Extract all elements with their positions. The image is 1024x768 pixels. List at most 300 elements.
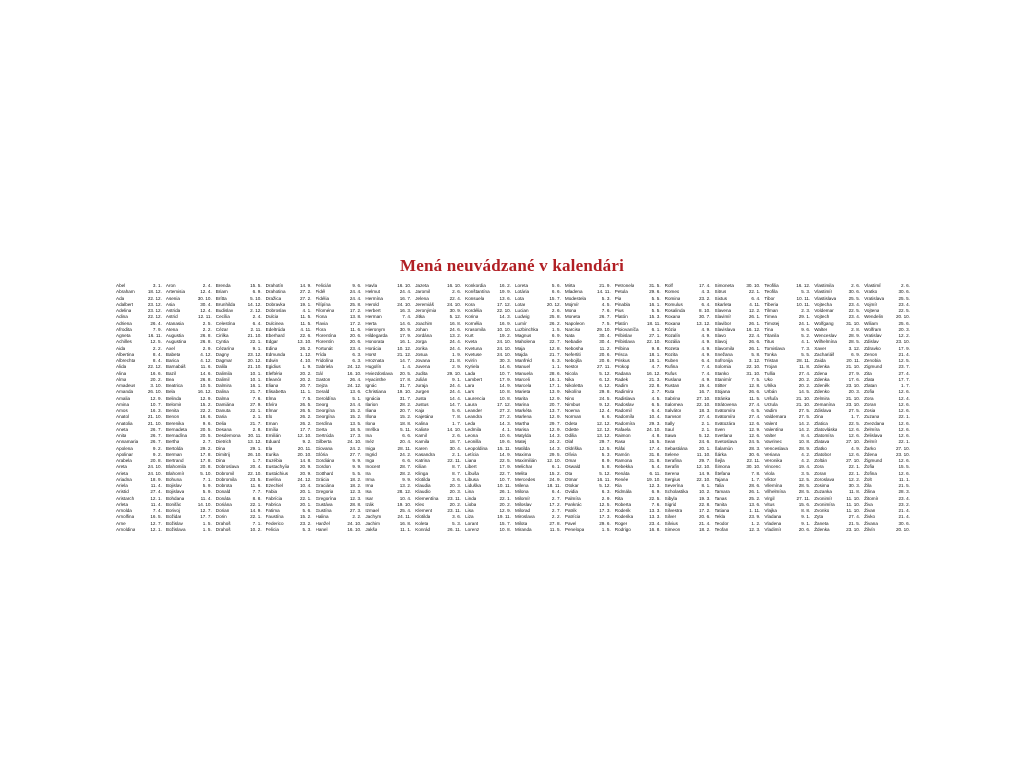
name-text: Dina xyxy=(215,458,226,463)
name-date: 19. 1. xyxy=(300,301,312,307)
name-text: Patrícia xyxy=(564,514,581,520)
name-date: 21. 10. xyxy=(147,414,162,420)
name-date: 23. 10. xyxy=(846,526,861,532)
name-text: Miranda xyxy=(515,526,532,532)
name-text: Kordélia xyxy=(465,308,482,313)
name-date: 6. 9. xyxy=(851,351,861,357)
name-date: 6. 12. xyxy=(599,376,611,382)
name-text: Rózia xyxy=(664,326,677,332)
name-text: Cézarína xyxy=(215,345,235,351)
name-text: Tiberia xyxy=(764,301,779,307)
name-text: Filípína xyxy=(315,301,331,307)
name-text: Danuta xyxy=(215,408,231,413)
name-date: 13. 6. xyxy=(499,295,511,301)
name-text: Saul xyxy=(664,426,674,432)
name-text: Stojana xyxy=(714,389,731,395)
name-date: 2. 4. xyxy=(202,283,212,288)
name-text: Kamil xyxy=(415,433,427,438)
name-date: 4. 2. xyxy=(801,451,811,457)
name-text: Fidélia xyxy=(315,295,330,301)
name-text: Zlata xyxy=(864,376,875,382)
name-date: 12. 2. xyxy=(848,476,861,482)
name-date: 6. 4. xyxy=(701,301,711,307)
name-date: 15. 7. xyxy=(499,520,511,526)
name-entry xyxy=(116,527,162,533)
name-text: Zvezdana xyxy=(864,420,885,426)
name-text: Tajana xyxy=(714,476,729,482)
name-text: Liza xyxy=(465,514,474,520)
name-text: Roxana xyxy=(664,320,681,326)
name-text: Šejla xyxy=(714,458,725,463)
name-date: 4. 1. xyxy=(801,339,811,345)
name-date: 23. 4. xyxy=(349,345,362,351)
name-text: Ezechiel xyxy=(265,483,283,488)
name-text: Jordána xyxy=(415,333,432,338)
name-text: Berman xyxy=(165,451,182,457)
name-date: 20. 10. xyxy=(895,314,910,320)
name-date: 27. 5. xyxy=(848,408,861,413)
name-date: 30. 3. xyxy=(499,358,511,363)
name-text: Maxima xyxy=(515,451,532,457)
name-text: Filoména xyxy=(315,308,335,313)
name-text: Irma xyxy=(365,476,375,482)
name-date: 29. 2. xyxy=(200,445,212,451)
name-date: 6. 6. xyxy=(402,458,412,463)
name-text: Rosalinda xyxy=(664,308,686,313)
name-text: Sixtus xyxy=(714,295,728,301)
name-date: 10. 11. xyxy=(796,295,811,301)
name-text: Edgar xyxy=(265,339,278,345)
name-date: 26. 1. xyxy=(748,489,761,495)
name-text: Walter xyxy=(814,326,828,332)
name-text: Josua xyxy=(415,351,428,357)
name-text: Kyriela xyxy=(465,364,480,370)
name-date: 10. 7. xyxy=(150,401,162,407)
name-date: 22. 12. xyxy=(147,314,162,320)
name-text: Milorad xyxy=(515,508,531,513)
name-date: 20. 6. xyxy=(699,514,711,520)
name-text: Flavia xyxy=(315,320,328,326)
name-text: Otmar xyxy=(564,476,578,482)
name-text: Lotária xyxy=(515,289,530,295)
name-date: 18. 11. xyxy=(547,483,561,488)
name-text: Maja xyxy=(515,345,525,351)
name-text: Nicola xyxy=(564,370,578,376)
name-date: 21. 10. xyxy=(147,420,162,426)
name-text: Desana xyxy=(215,426,232,432)
name-date: 13. 3. xyxy=(649,514,661,520)
name-date: 2. 9. xyxy=(601,495,611,501)
name-date: 5. 5. xyxy=(651,308,661,313)
name-column xyxy=(166,283,212,533)
name-text: Tullia xyxy=(764,370,776,376)
name-text: Luzbinchka xyxy=(515,326,539,332)
name-entry xyxy=(515,527,561,533)
name-date: 11. 10. xyxy=(846,508,861,513)
name-text: Radek xyxy=(614,376,629,382)
name-text: Adriena xyxy=(116,320,132,326)
name-date: 10. 5. xyxy=(200,383,212,388)
name-text: Bertha xyxy=(165,439,180,445)
name-text: Sibyla xyxy=(664,495,678,501)
name-text: Adelina xyxy=(116,308,132,313)
name-date: 6. 9. xyxy=(252,289,262,295)
name-text: Žitomír xyxy=(864,495,879,501)
name-date: 20. 7. xyxy=(399,408,412,413)
name-date: 11. 6. xyxy=(200,364,212,370)
name-date: 29. 7. xyxy=(549,420,561,426)
name-date: 13. 2. xyxy=(399,483,412,488)
name-date: 28. 5. xyxy=(798,489,811,495)
name-text: Helmut xyxy=(365,289,380,295)
name-text: Artemisia xyxy=(165,289,186,295)
name-date: 2. 6. xyxy=(452,433,462,438)
name-date: 12. 9. xyxy=(150,395,162,401)
name-date: 8. 4. xyxy=(152,351,162,357)
name-text: Isa xyxy=(365,489,372,495)
name-text: Titanila xyxy=(764,333,780,338)
name-date: 22. 1. xyxy=(848,470,861,476)
name-date: 5. 12. xyxy=(599,370,611,376)
name-text: Roderika xyxy=(614,514,634,520)
name-text: Slavena xyxy=(714,308,732,313)
name-text: Raimon xyxy=(614,433,631,438)
name-date: 23. 12. xyxy=(147,301,162,307)
name-text: Olívia xyxy=(564,451,577,457)
name-date: 20. 7. xyxy=(549,401,561,407)
name-date: 6. 6. xyxy=(402,433,412,438)
name-date: 13. 10. xyxy=(297,339,312,345)
name-date: 28. 9. xyxy=(798,445,811,451)
name-date: 2. 1. xyxy=(452,451,462,457)
name-date: 27. 9. xyxy=(250,401,262,407)
name-date: 24. 12. xyxy=(347,364,362,370)
name-text: Pribislav xyxy=(614,333,633,338)
name-text: Jakša xyxy=(365,526,378,532)
name-date: 23. 4. xyxy=(848,314,861,320)
name-text: Zelmira xyxy=(814,395,830,401)
name-date: 13. 6. xyxy=(748,501,761,507)
name-text: Majda xyxy=(515,351,528,357)
name-date: 26. 2. xyxy=(300,414,312,420)
name-date: 7. 4. xyxy=(402,314,412,320)
name-text: Ela xyxy=(265,445,273,451)
name-text: Herbert xyxy=(365,308,381,313)
name-text: Valter xyxy=(764,433,777,438)
name-date: 5. 3. xyxy=(452,520,462,526)
name-date: 20. 10. xyxy=(297,451,312,457)
name-date: 7. 7. xyxy=(252,489,262,495)
name-text: Vlastislava xyxy=(814,295,837,301)
name-date: 20. 2. xyxy=(150,376,162,382)
name-text: Benon xyxy=(165,414,180,420)
name-date: 7. 3. xyxy=(801,345,811,351)
name-text: Vavrinec xyxy=(764,439,782,445)
name-date: 1. 12. xyxy=(300,351,312,357)
name-text: Zvonimír xyxy=(814,495,833,501)
name-date: 12. 2. xyxy=(898,333,910,338)
name-date: 12. 6. xyxy=(898,420,910,426)
name-date: 1. 5. xyxy=(601,526,611,532)
name-text: Titus xyxy=(764,339,775,345)
name-text: Eliana xyxy=(265,383,279,388)
name-date: 18. 12. xyxy=(147,289,162,295)
name-date: 24. 10. xyxy=(447,301,462,307)
name-text: Tilman xyxy=(764,308,778,313)
name-text: Patrik xyxy=(564,508,577,513)
name-date: 14. 3. xyxy=(499,420,511,426)
name-date: 9. 12. xyxy=(599,401,611,407)
name-text: Stanko xyxy=(714,370,729,376)
name-date: 12. 6. xyxy=(748,433,761,438)
name-date: 15. 3. xyxy=(649,314,661,320)
name-text: Šárka xyxy=(714,451,727,457)
name-text: Salomea xyxy=(664,401,683,407)
name-text: Gerald xyxy=(315,389,330,395)
name-date: 21. 10. xyxy=(796,395,811,401)
name-text: Božidar xyxy=(165,514,182,520)
name-text: Samson xyxy=(664,414,682,420)
name-date: 27. 4. xyxy=(748,401,761,407)
name-date: 10. 1. xyxy=(250,376,262,382)
name-date: 16. 11. xyxy=(597,476,611,482)
name-date: 23. 4. xyxy=(848,301,861,307)
name-date: 6. 9. xyxy=(651,489,661,495)
name-date: 2. 9. xyxy=(202,345,212,351)
name-date: 17. 3. xyxy=(349,433,362,438)
name-text: Radomíra xyxy=(614,420,635,426)
name-text: Zita xyxy=(864,370,872,376)
name-text: Jurgen xyxy=(415,389,430,395)
name-text: Hermína xyxy=(365,295,383,301)
name-date: 12. 10. xyxy=(297,433,312,438)
name-text: Ludwig xyxy=(515,314,530,320)
name-text: Klaudio xyxy=(415,489,431,495)
name-text: Jovana xyxy=(415,358,431,363)
name-text: Gregoria xyxy=(315,489,334,495)
name-date: 27. 4. xyxy=(898,370,910,376)
name-date: 14. 11. xyxy=(597,289,611,295)
name-text: Klotilda xyxy=(415,514,431,520)
name-text: Tatiana xyxy=(714,508,730,513)
name-date: 12. 9. xyxy=(549,414,561,420)
name-date: 7. 9. xyxy=(152,326,162,332)
name-date: 9. 1. xyxy=(801,514,811,520)
name-text: Veronika xyxy=(764,458,783,463)
name-date: 3. 10. xyxy=(150,383,162,388)
name-date: 25. 5. xyxy=(898,295,910,301)
name-date: 26. 8. xyxy=(200,376,212,382)
name-date: 28. 11. xyxy=(397,445,412,451)
name-date: 6. 4. xyxy=(252,320,262,326)
name-text: Blahomír xyxy=(165,470,185,476)
name-date: 23. 12. xyxy=(247,351,262,357)
name-date: 12. 6. xyxy=(848,426,861,432)
name-date: 30. 4. xyxy=(200,301,212,307)
name-date: 14. 8. xyxy=(300,458,312,463)
name-text: Bertolda xyxy=(165,445,183,451)
name-date: 14. 10. xyxy=(197,501,212,507)
name-text: Viola xyxy=(764,470,775,476)
name-date: 18. 5. xyxy=(349,426,362,432)
name-date: 22. 1. xyxy=(898,439,910,445)
name-date: 17. 12. xyxy=(496,401,511,407)
name-date: 23. 4. xyxy=(898,301,910,307)
name-date: 10. 11. xyxy=(796,301,811,307)
name-text: Rita xyxy=(614,495,623,501)
name-date: 13. 2. xyxy=(449,333,462,338)
name-date: 6. 11. xyxy=(649,470,661,476)
name-date: 2. 4. xyxy=(252,314,262,320)
name-text: Arnolfina xyxy=(116,514,135,520)
name-text: Jachim xyxy=(365,520,380,526)
name-date: 31. 10. xyxy=(746,370,761,376)
name-date: 15. 5. xyxy=(250,283,262,288)
name-date: 1. 1. xyxy=(551,364,561,370)
name-text: Milomír xyxy=(515,495,531,501)
name-date: 20. 4. xyxy=(250,464,262,470)
name-text: Tanita xyxy=(714,501,727,507)
name-date: 7. 5. xyxy=(601,320,611,326)
name-date: 12. 4. xyxy=(599,408,611,413)
name-text: Sean xyxy=(664,439,676,445)
name-text: Fridolína xyxy=(315,358,334,363)
name-date: 18. 2. xyxy=(349,483,362,488)
name-date: 10. 4. xyxy=(300,483,312,488)
name-date: 22. 1. xyxy=(250,501,262,507)
name-date: 21. 10. xyxy=(247,364,262,370)
name-date: 28. 3. xyxy=(748,445,761,451)
name-date: 22. 12. xyxy=(147,364,162,370)
name-date: 6. 9. xyxy=(551,333,561,338)
name-text: Gustáva xyxy=(315,501,333,507)
name-date: 26. 7. xyxy=(150,433,162,438)
name-text: Hanžel xyxy=(315,520,330,526)
name-date: 18. 2. xyxy=(349,476,362,482)
name-text: Rodrigo xyxy=(614,526,631,532)
name-text: Jaromil xyxy=(415,289,431,295)
name-text: Mirta xyxy=(564,283,576,288)
name-text: Dalimila xyxy=(215,370,233,376)
name-text: Gustína xyxy=(315,508,332,513)
name-text: Kajetána xyxy=(415,414,434,420)
name-text: Gertrúda xyxy=(315,433,334,438)
name-date: 11. 6. xyxy=(350,326,362,332)
name-date: 5. 12. xyxy=(599,470,611,476)
name-text: Roberta xyxy=(614,501,632,507)
name-text: Rozalín xyxy=(664,333,681,338)
name-date: 20. 6. xyxy=(798,526,811,532)
name-date: 12. 9. xyxy=(748,426,761,432)
name-text: Živa xyxy=(864,501,873,507)
name-text: Xaver xyxy=(814,345,827,351)
name-text: Vratislava xyxy=(864,295,885,301)
name-text: Zlatobor xyxy=(814,451,832,457)
name-text: Arieta xyxy=(116,470,129,476)
name-text: Borivoj xyxy=(165,508,180,513)
name-text: Zigmund xyxy=(864,364,882,370)
name-date: 10. 12. xyxy=(397,345,412,351)
name-text: Edeltrúda xyxy=(265,326,286,332)
name-date: 5. 2. xyxy=(801,333,811,338)
name-date: 17. 4. xyxy=(649,445,661,451)
name-text: Lars xyxy=(465,389,475,395)
name-date: 17. 7. xyxy=(200,514,212,520)
name-date: 7. 1. xyxy=(202,476,212,482)
name-date: 8. 9. xyxy=(601,458,611,463)
name-text: Drahoš xyxy=(215,526,231,532)
name-date: 19. 10. xyxy=(397,389,412,395)
name-text: Wolfram xyxy=(864,326,882,332)
name-text: Dagmar xyxy=(215,358,233,363)
name-date: 10. 4. xyxy=(399,495,412,501)
name-text: Augustia xyxy=(165,333,184,338)
name-column xyxy=(415,283,461,533)
name-date: 4. 11. xyxy=(749,301,761,307)
name-date: 24. 10. xyxy=(496,345,511,351)
name-text: Klaudia xyxy=(415,483,431,488)
name-date: 28. 7. xyxy=(399,464,412,470)
name-date: 24. 10. xyxy=(347,520,362,526)
name-text: Inéz xyxy=(365,439,375,445)
name-date: 9. 9. xyxy=(352,464,362,470)
name-text: Annamaria xyxy=(116,439,139,445)
name-text: Justus xyxy=(415,401,429,407)
name-date: 4. 9. xyxy=(701,376,711,382)
name-text: Babeta xyxy=(165,351,181,357)
name-text: Aneta xyxy=(116,426,129,432)
name-date: 26. 6. xyxy=(748,389,761,395)
name-text: Lorenz xyxy=(465,526,480,532)
name-date: 14. 10. xyxy=(447,426,462,432)
name-date: 20. 6. xyxy=(349,339,362,345)
name-date: 1. 7. xyxy=(751,476,761,482)
name-text: Zachariáš xyxy=(814,351,835,357)
name-text: Zlatica xyxy=(814,420,828,426)
name-text: Bohdana xyxy=(165,495,185,501)
name-date: 6. 3. xyxy=(601,489,611,495)
name-text: Želmír xyxy=(864,439,878,445)
name-text: Živko xyxy=(864,514,876,520)
name-date: 15. 2. xyxy=(349,408,362,413)
name-text: Napoleon xyxy=(564,320,585,326)
name-text: Vlastimila xyxy=(814,283,834,288)
name-text: Teofan xyxy=(714,526,729,532)
name-date: 16. 8. xyxy=(449,320,462,326)
name-text: Mojmír xyxy=(564,301,579,307)
name-date: 2. 1. xyxy=(701,420,711,426)
name-date: 8. 8. xyxy=(252,495,262,501)
name-date: 2. 8. xyxy=(252,426,262,432)
name-text: Lotar xyxy=(515,301,526,307)
name-date: 12. 6. xyxy=(898,401,910,407)
name-text: Žigmund xyxy=(864,458,882,463)
name-text: Zdislav xyxy=(864,339,879,345)
name-text: Timotej xyxy=(764,320,780,326)
name-text: Horst xyxy=(365,351,377,357)
name-text: Sigrid xyxy=(664,501,677,507)
name-text: Konštantína xyxy=(465,289,490,295)
name-date: 8. 1. xyxy=(701,483,711,488)
name-date: 22. 10. xyxy=(646,339,661,345)
name-text: Roger xyxy=(614,520,628,526)
name-date: 26. 2. xyxy=(300,420,312,426)
name-text: Magnus xyxy=(515,333,532,338)
name-text: Bohuna xyxy=(165,476,182,482)
name-text: Fatima xyxy=(265,508,280,513)
name-text: Bazil xyxy=(165,370,176,376)
name-text: Jeremiáš xyxy=(415,301,434,307)
